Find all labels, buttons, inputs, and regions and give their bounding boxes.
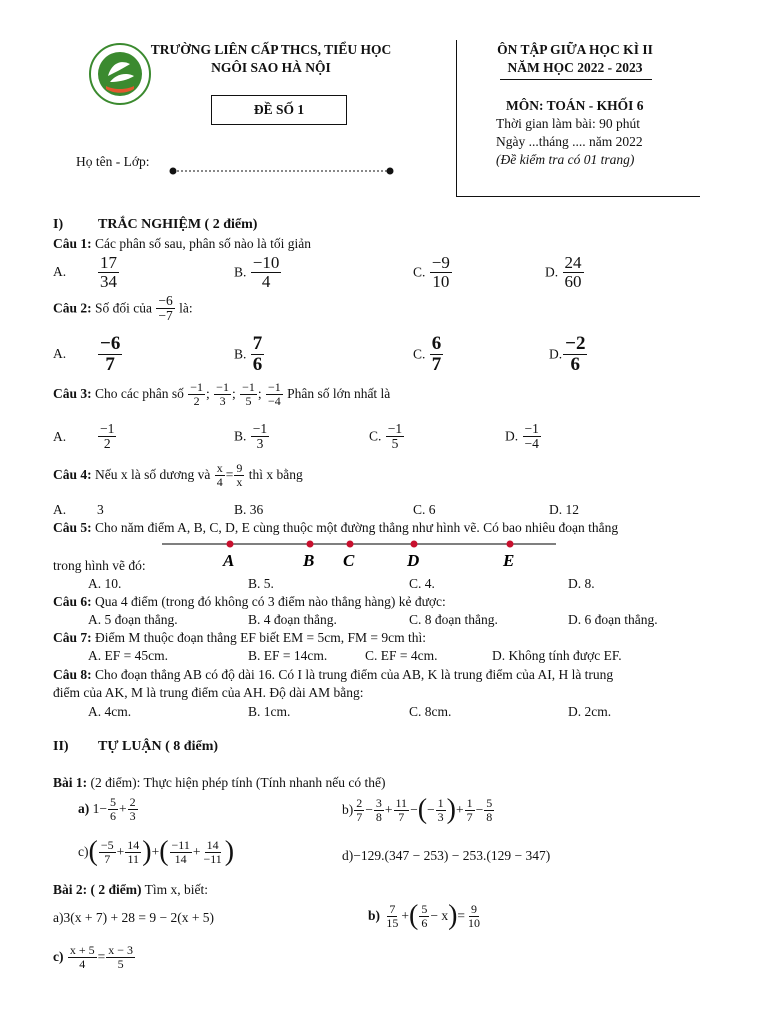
denominator: 4 — [216, 474, 223, 489]
question-text: Điểm M thuộc đoạn thẳng EF biết EM = 5cm, FM = 9cm thì: — [95, 630, 426, 645]
question-fraction — [188, 381, 205, 407]
exercise-points: (2 điểm): — [90, 775, 141, 790]
exercise-text: Thực hiện phép tính (Tính nhanh nếu có thể) — [143, 775, 386, 790]
q5-option-b: B. 5. — [248, 576, 274, 591]
question-text: Cho đoạn thẳng AB có độ dài 16. Có I là trung điểm của AB, K là trung điểm của AI, H là trung — [95, 667, 614, 682]
numerator: −1 — [242, 380, 255, 394]
numerator: 24 — [564, 253, 582, 272]
option-key: A. — [53, 264, 67, 280]
header-vertical-divider — [456, 40, 457, 197]
q7-option-c: C. EF = 4cm. — [365, 648, 438, 663]
separator: ; — [206, 386, 210, 402]
q2-option-b — [234, 334, 265, 375]
denominator: −7 — [158, 308, 173, 324]
option-key: C. — [369, 428, 382, 444]
option-fraction — [386, 422, 404, 451]
exercise-label: Bài 1: — [53, 775, 88, 790]
numerator: −6 — [158, 293, 173, 308]
part-label: b) — [342, 802, 354, 817]
part-label: a) — [53, 910, 64, 925]
option-key: D. — [549, 346, 563, 362]
part-label: c) — [53, 949, 64, 965]
equation-lhs — [215, 462, 225, 488]
q4-option-b — [234, 502, 263, 518]
question-text: Số đối của — [95, 300, 153, 316]
question-3 — [53, 381, 390, 407]
duration: Thời gian làm bài: 90 phút — [496, 116, 640, 131]
numerator: −9 — [431, 253, 450, 272]
denominator: 3 — [219, 393, 226, 408]
numerator: −2 — [565, 333, 586, 354]
numerator: −1 — [252, 421, 268, 436]
q1-option-a — [53, 254, 120, 291]
q7-option-b: B. EF = 14cm. — [248, 648, 328, 663]
numerator: −6 — [100, 333, 121, 354]
label-b: B — [303, 551, 315, 570]
numerator: −1 — [100, 421, 115, 436]
exercise-2 — [53, 882, 208, 898]
numerator: −1 — [268, 380, 281, 394]
numerator: −1 — [387, 421, 403, 436]
question-fraction — [240, 381, 257, 407]
numerator: 7 — [252, 333, 263, 354]
denominator: 4 — [261, 271, 271, 291]
option-fraction — [98, 334, 122, 375]
q6-option-d: D. 6 đoạn thẳng. — [568, 612, 658, 627]
q2-option-a — [53, 334, 123, 375]
question-text: Nếu x là số dương và — [95, 467, 211, 483]
numerator: −1 — [216, 380, 229, 394]
part1-heading: TRẮC NGHIỆM ( 2 điểm) — [98, 217, 258, 232]
question-label: Câu 2: — [53, 300, 92, 316]
label-a: A — [223, 551, 235, 570]
option-fraction — [251, 334, 265, 375]
q7-option-a: A. EF = 45cm. — [88, 648, 168, 663]
exercise-2b: b) $\frac{7}{15}$ +( $\frac{5}{6}$ − x)= $\frac{9}{10}$ — [368, 900, 481, 931]
question-8 — [53, 667, 613, 683]
option-key: D. — [545, 264, 559, 280]
denominator: 7 — [105, 353, 115, 375]
point-b — [307, 541, 314, 548]
expression: 3(x + 7) + 28 = 9 − 2(x + 5) — [63, 910, 215, 925]
option-key: A. — [53, 428, 67, 444]
q5-option-a: A. 10. — [88, 576, 122, 591]
exam-code-box — [211, 95, 347, 125]
question-label: Câu 3: — [53, 386, 92, 402]
question-text-after: Phân số lớn nhất là — [287, 386, 391, 402]
denominator: 10 — [432, 271, 450, 291]
denominator: 2 — [103, 436, 111, 452]
numerator: 17 — [100, 253, 117, 272]
question-label: Câu 5: — [53, 520, 92, 535]
q1-option-d — [545, 254, 585, 291]
option-key: B. — [234, 502, 247, 517]
option-key: A. — [53, 346, 67, 362]
exercise-1d — [342, 848, 550, 864]
q3-option-d — [505, 422, 542, 451]
subject: MÔN: TOÁN - KHỐI 6 — [506, 98, 644, 113]
q3-option-c — [369, 422, 405, 451]
question-5-line2: trong hình vẽ đó: — [53, 558, 146, 573]
exercise-label: Bài 2: — [53, 882, 88, 897]
denominator: x — [236, 474, 243, 489]
student-name-line — [168, 166, 396, 176]
question-6 — [53, 594, 446, 610]
points-on-line-figure — [160, 532, 560, 572]
option-key: C. — [413, 346, 426, 362]
denominator: 2 — [193, 393, 200, 408]
option-value: 6 — [428, 502, 436, 517]
q8-option-b: B. 1cm. — [248, 704, 291, 719]
question-2 — [53, 294, 193, 323]
question-label: Câu 6: — [53, 594, 92, 609]
question-text: Cho năm điểm A, B, C, D, E cùng thuộc một đường thẳng như hình vẽ. Có bao nhiêu đoạn thẳng — [95, 520, 619, 535]
student-label: Họ tên - Lớp: — [76, 154, 150, 169]
label-c: C — [343, 551, 355, 570]
denominator: 6 — [252, 353, 263, 375]
option-fraction — [430, 254, 452, 291]
q8-option-c: C. 8cm. — [409, 704, 452, 719]
option-key: B. — [234, 346, 247, 362]
school-name-line1: TRƯỜNG LIÊN CẤP THCS, TIỂU HỌC — [150, 42, 392, 57]
numerator: −10 — [252, 253, 280, 272]
option-fraction — [98, 254, 119, 291]
denominator: −4 — [268, 393, 281, 408]
denominator: 5 — [245, 393, 252, 408]
q4-option-c — [413, 502, 436, 518]
part2-heading: TỰ LUẬN ( 8 điểm) — [98, 739, 219, 754]
exercise-points: ( 2 điểm) — [90, 882, 142, 897]
question-label: Câu 1: — [53, 236, 92, 251]
q2-option-d — [549, 334, 588, 375]
exercise-2c: c) $\frac{x + 5}{4}$ = $\frac{x - 3}{5}$ — [53, 943, 134, 971]
question-fraction — [266, 381, 283, 407]
expression: −129.(347 − 253) − 253.(129 − 347) — [353, 848, 551, 863]
option-key: C. — [413, 264, 426, 280]
question-text: Các phân số sau, phân số nào là tối giản — [95, 236, 311, 251]
option-fraction — [523, 422, 541, 451]
option-fraction — [251, 254, 282, 291]
denominator: 6 — [570, 353, 581, 375]
title-underline — [500, 79, 652, 80]
exercise-1b: b) $\frac{2}{7}$ − $\frac{3}{8}$ + $\frac{11}{7}$ −(− $\frac{1}{3}$ )+ $\frac{1}{7}$ − $\frac{5}{8}$ — [342, 794, 493, 825]
equation-rhs — [234, 462, 244, 488]
option-key: A. — [53, 502, 67, 517]
question-text: Qua 4 điểm (trong đó không có 3 điểm nào thẳng hàng) kẻ được: — [95, 594, 446, 609]
q7-option-d: D. Không tính được EF. — [492, 648, 622, 663]
part-label: a) — [78, 801, 90, 817]
exercise-2a — [53, 910, 214, 926]
denominator: 5 — [391, 436, 399, 452]
point-d — [411, 541, 418, 548]
numerator: 9 — [236, 461, 243, 475]
question-1 — [53, 236, 311, 252]
numerator: −1 — [524, 421, 539, 436]
question-text: Cho các phân số — [95, 386, 184, 402]
q4-option-d — [549, 502, 579, 518]
option-key: C. — [413, 502, 426, 517]
exercise-text: Tìm x, biết: — [144, 882, 209, 897]
numerator: 6 — [431, 333, 442, 354]
q1-option-c — [413, 254, 453, 291]
q8-option-a: A. 4cm. — [88, 704, 132, 719]
point-a — [227, 541, 234, 548]
option-fraction — [430, 334, 444, 375]
part-label: d) — [342, 848, 354, 863]
question-fraction — [214, 381, 231, 407]
denominator: 3 — [256, 436, 264, 452]
option-fraction — [563, 334, 587, 375]
q8-option-d: D. 2cm. — [568, 704, 612, 719]
part-label: b) — [368, 908, 381, 923]
part-label: c) — [78, 844, 89, 859]
point-e — [507, 541, 514, 548]
q5-option-c: C. 4. — [409, 576, 435, 591]
question-7 — [53, 630, 426, 646]
part1-number: I) — [53, 217, 64, 232]
exam-date: Ngày ...tháng .... năm 2022 — [496, 134, 643, 149]
exam-title-line1: ÔN TẬP GIỮA HỌC KÌ II — [497, 42, 653, 57]
header-horizontal-divider — [456, 196, 700, 197]
question-label: Câu 7: — [53, 630, 92, 645]
q6-option-a: A. 5 đoạn thẳng. — [88, 612, 178, 627]
school-name-line2: NGÔI SAO HÀ NỘI — [211, 60, 331, 75]
denominator: 60 — [564, 271, 582, 291]
q6-option-b: B. 4 đoạn thẳng. — [248, 612, 337, 627]
q5-option-d: D. 8. — [568, 576, 595, 591]
option-fraction — [251, 422, 269, 451]
question-8-line2: điểm của AK, M là trung điểm của AH. Độ dài AM bằng: — [53, 685, 364, 700]
exercise-1 — [53, 775, 386, 791]
question-4 — [53, 462, 303, 488]
option-fraction — [98, 422, 116, 451]
q6-option-c: C. 8 đoạn thẳng. — [409, 612, 498, 627]
question-text-after: là: — [179, 300, 193, 316]
q3-option-b — [234, 422, 270, 451]
separator: ; — [231, 386, 236, 402]
denominator: 7 — [431, 353, 442, 375]
pages-note: (Đề kiểm tra có 01 trang) — [496, 152, 635, 167]
option-value: 12 — [565, 502, 579, 517]
label-d: D — [407, 551, 420, 570]
question-fraction — [156, 294, 174, 323]
exam-title-line2: NĂM HỌC 2022 - 2023 — [507, 60, 643, 75]
denominator: −4 — [524, 436, 539, 452]
part2-number: II) — [53, 739, 69, 754]
separator: ; — [257, 386, 262, 402]
option-value: 3 — [97, 502, 104, 517]
exercise-1a: a) 1− $\frac{5}{6}$ + $\frac{2}{3}$ — [78, 795, 136, 823]
equals-sign: = — [225, 467, 234, 483]
q1-option-b — [234, 254, 282, 291]
exercise-1c: c)( $\frac{-5}{7}$ + $\frac{14}{11}$ )+( $\frac{-11}{14}$ + $\frac{14}{-11}$ ) — [78, 836, 235, 867]
question-label: Câu 4: — [53, 467, 92, 483]
numerator: −1 — [190, 380, 204, 394]
option-key: D. — [505, 428, 519, 444]
option-fraction — [563, 254, 584, 291]
question-text-after: thì x bằng — [248, 467, 303, 483]
q3-option-a — [53, 422, 117, 451]
q4-option-a — [53, 502, 104, 518]
question-label: Câu 8: — [53, 667, 92, 682]
q2-option-c — [413, 334, 444, 375]
exam-code: ĐỀ SỐ 1 — [253, 102, 305, 117]
label-e: E — [503, 551, 515, 570]
denominator: 34 — [100, 271, 117, 291]
option-key: D. — [549, 502, 563, 517]
numerator: x — [216, 461, 223, 475]
option-key: B. — [234, 264, 247, 280]
option-key: B. — [234, 428, 247, 444]
point-c — [347, 541, 354, 548]
option-value: 36 — [249, 502, 264, 517]
